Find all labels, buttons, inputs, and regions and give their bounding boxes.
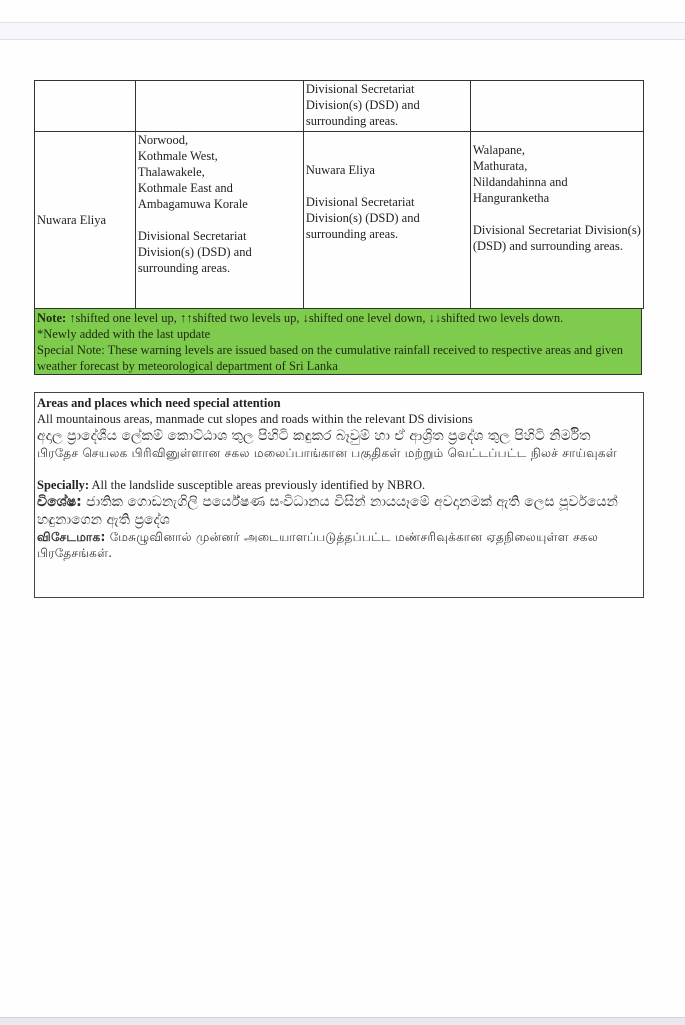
document-page	[34, 80, 644, 598]
attention-english: All mountainous areas, manmade cut slopes and roads within the relevant DS divisions	[37, 412, 473, 426]
district-cell	[35, 81, 136, 132]
ds-division-list: Norwood, Kothmale West, Thalawakele, Kothmale East and Ambagamuwa Korale	[137, 133, 248, 211]
attention-sinhala: අදාල ප්‍රාදේශීය ලේකම් කොට්ඨාශ තුල පිහිටි කඳුකර බෑවුම් හා ඒ ආශ්‍රිත ප්‍රදේශ තුල පිහිටි නිර්මිත	[37, 428, 591, 444]
table-row	[35, 132, 644, 309]
district-cell: Nuwara Eliya	[35, 132, 136, 309]
special-attention-box	[34, 392, 644, 598]
attention-title: Areas and places which need special attention	[37, 396, 281, 410]
note-box	[34, 309, 642, 375]
specially-sinhala	[37, 493, 641, 529]
ds-division-suffix: Divisional Secretariat Division(s) (DSD) and surrounding areas.	[305, 195, 420, 241]
specially-tamil-label: விசேடமாக:	[37, 530, 106, 544]
viewer-top-toolbar	[0, 22, 685, 40]
level-cell	[135, 132, 303, 309]
note-legend	[35, 310, 641, 326]
specially-sinhala-text: ජාතික ගොඩනැගිලි පර්යේෂණ සංවිධානය විසින් නායයෑමේ අවදානමක් ඇති ලෙස පූර්වයෙන් හඳුනාගෙන ඇති ප්‍රදේශ	[37, 494, 618, 528]
table-row	[35, 81, 644, 132]
ds-division-list: Nuwara Eliya	[305, 163, 375, 177]
ds-division-suffix: Divisional Secretariat Division(s) (DSD) and surrounding areas.	[472, 223, 641, 253]
specially-tamil	[37, 529, 641, 561]
ds-division-list: Walapane, Mathurata, Nildandahinna and Hanguranketha	[472, 143, 568, 205]
special-note: Special Note: These warning levels are issued based on the cumulative rainfall received to respective areas and given weather forecast by meteorological department of Sri Lanka	[37, 343, 623, 373]
shift-legend: ↑shifted one level up, ↑↑shifted two levels up, ↓shifted one level down, ↓↓shifted two levels down.	[69, 311, 564, 325]
specially-label: Specially:	[37, 478, 90, 492]
specially-text: All the landslide susceptible areas previously identified by NBRO.	[91, 478, 426, 492]
specially-tamil-text: மேசுழுவினால் முன்னர் அடையாளப்படுத்தப்பட்ட மண்சரிவுக்கான ஏதநிலையுள்ள சகல பிரதேசங்கள்.	[37, 530, 599, 560]
level-cell	[303, 132, 470, 309]
level-cell: Divisional Secretariat Division(s) (DSD) and surrounding areas.	[303, 81, 470, 132]
warning-table	[34, 80, 644, 309]
ds-division-suffix: Divisional Secretariat Division(s) (DSD) and surrounding areas.	[137, 229, 252, 275]
specially-sinhala-label: විශේෂ:	[37, 494, 82, 510]
level-cell	[470, 132, 643, 309]
attention-tamil: பிரதேச செயலக பிரிவினுள்ளான சகல மலைப்பாங்கான பகுதிகள் மற்றும் வெட்டப்பட்ட நிலச் சாய்வுகள்	[37, 446, 617, 460]
level-cell	[470, 81, 643, 132]
level-cell	[135, 81, 303, 132]
specially-english	[37, 477, 641, 493]
newly-added-note: *Newly added with the last update	[37, 327, 211, 341]
note-label: Note:	[37, 311, 67, 325]
